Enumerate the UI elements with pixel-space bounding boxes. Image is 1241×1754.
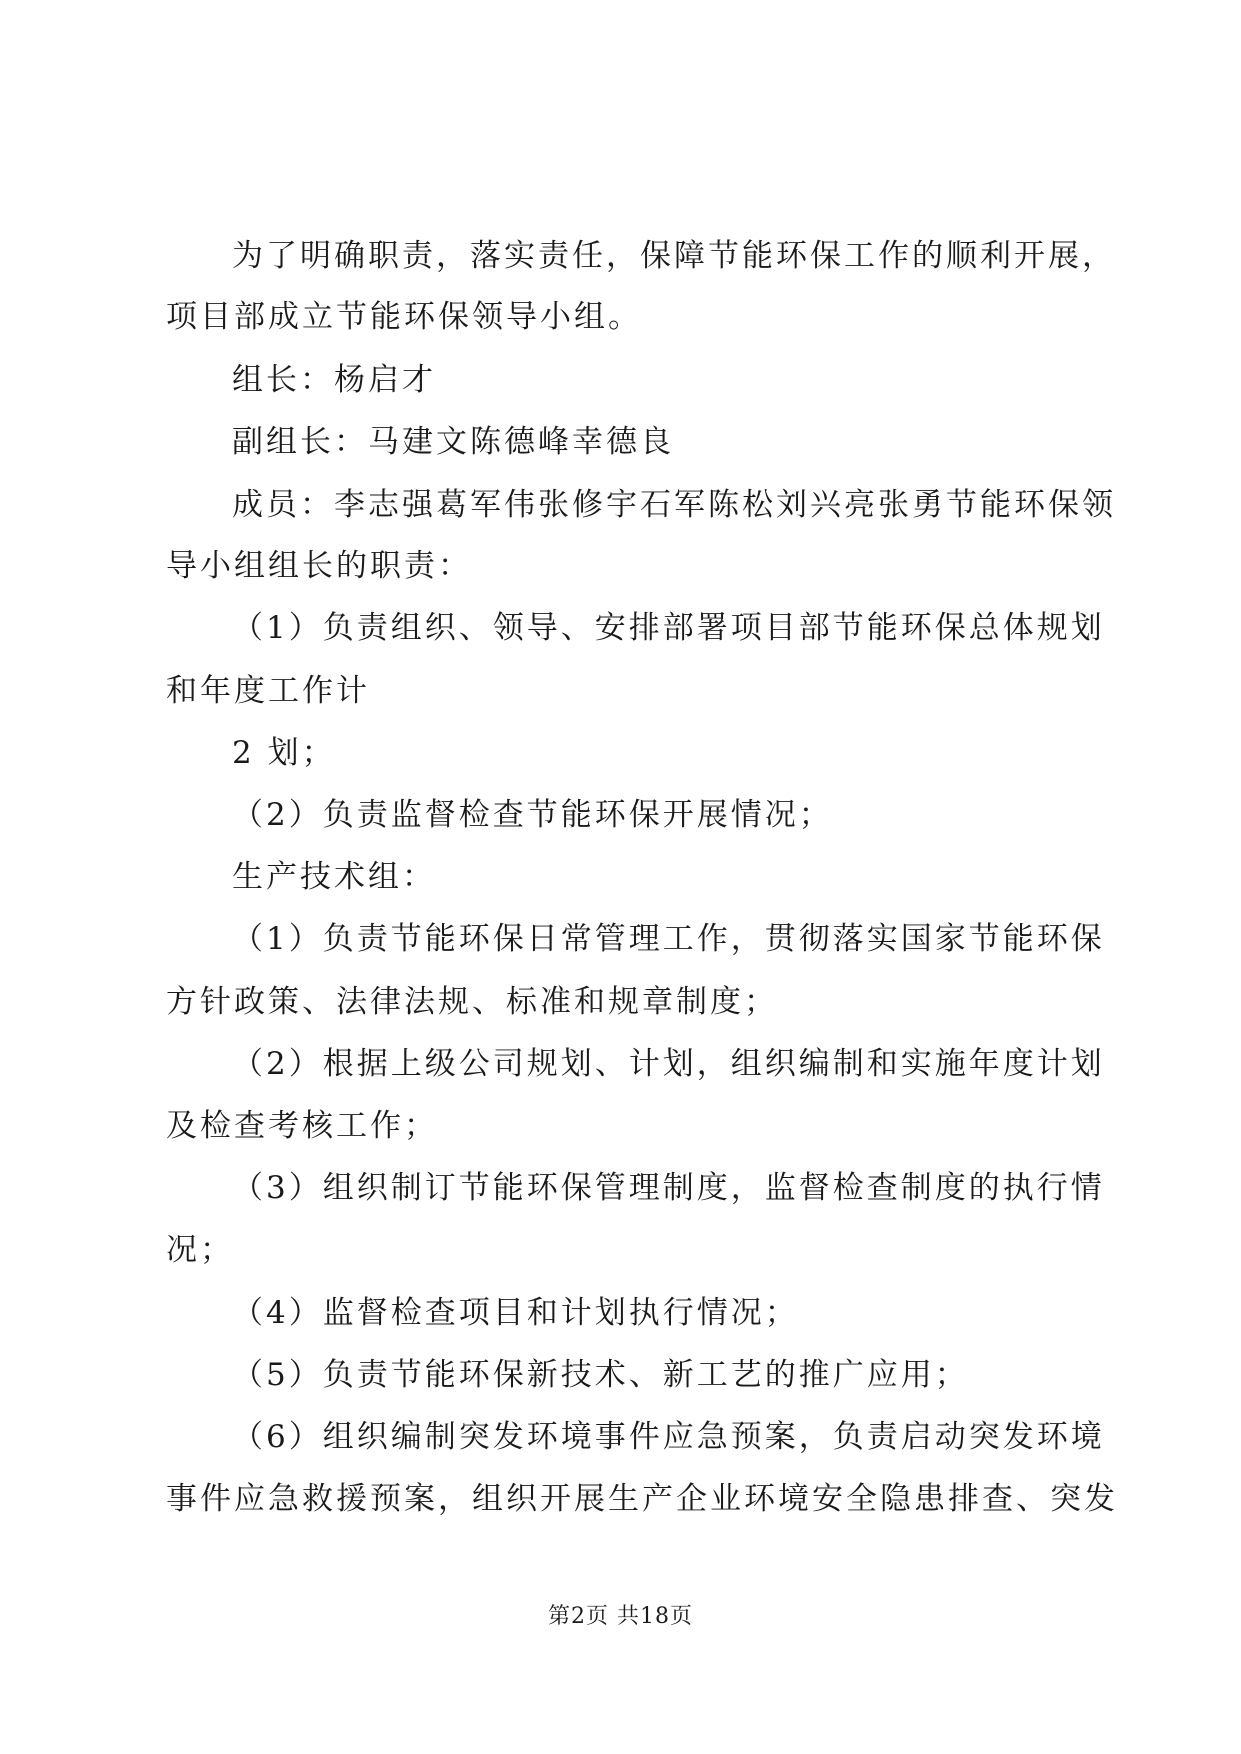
list-item: （3）组织制订节能环保管理制度，监督检查制度的执行情 [232,1170,1105,1206]
list-item: （2）根据上级公司规划、计划，组织编制和实施年度计划 [232,1046,1105,1082]
list-item-continuation: 和年度工作计 [166,673,370,709]
list-item: （5）负责节能环保新技术、新工艺的推广应用； [232,1357,969,1393]
list-item: （2）负责监督检查节能环保开展情况； [232,797,833,833]
list-item-continuation: 及检查考核工作； [166,1108,438,1144]
deputy-leader-line: 副组长：马建文陈德峰幸德良 [232,424,674,460]
paragraph-line: 为了明确职责，落实责任，保障节能环保工作的顺利开展， [232,238,1116,274]
section-heading: 生产技术组： [232,859,436,895]
page-footer: 第2页 共18页 [548,1604,693,1629]
paragraph-line: 2 划； [232,735,336,771]
list-item-continuation: 方针政策、法律法规、标准和规章制度； [166,984,778,1020]
paragraph-line: 项目部成立节能环保领导小组。 [166,299,642,335]
list-item-continuation: 况； [166,1232,234,1268]
list-item: （4）监督检查项目和计划执行情况； [232,1295,799,1331]
members-line: 成员：李志强葛军伟张修宇石军陈松刘兴亮张勇节能环保领 [232,487,1116,523]
list-item: （1）负责节能环保日常管理工作，贯彻落实国家节能环保 [232,921,1105,957]
list-item: （6）组织编制突发环境事件应急预案，负责启动突发环境 [232,1419,1105,1455]
list-item: （1）负责组织、领导、安排部署项目部节能环保总体规划 [232,610,1105,646]
group-leader-line: 组长：杨启才 [232,362,436,398]
paragraph-line: 导小组组长的职责： [166,548,472,584]
list-item-continuation: 事件应急救援预案，组织开展生产企业环境安全隐患排查、突发 [166,1481,1118,1517]
